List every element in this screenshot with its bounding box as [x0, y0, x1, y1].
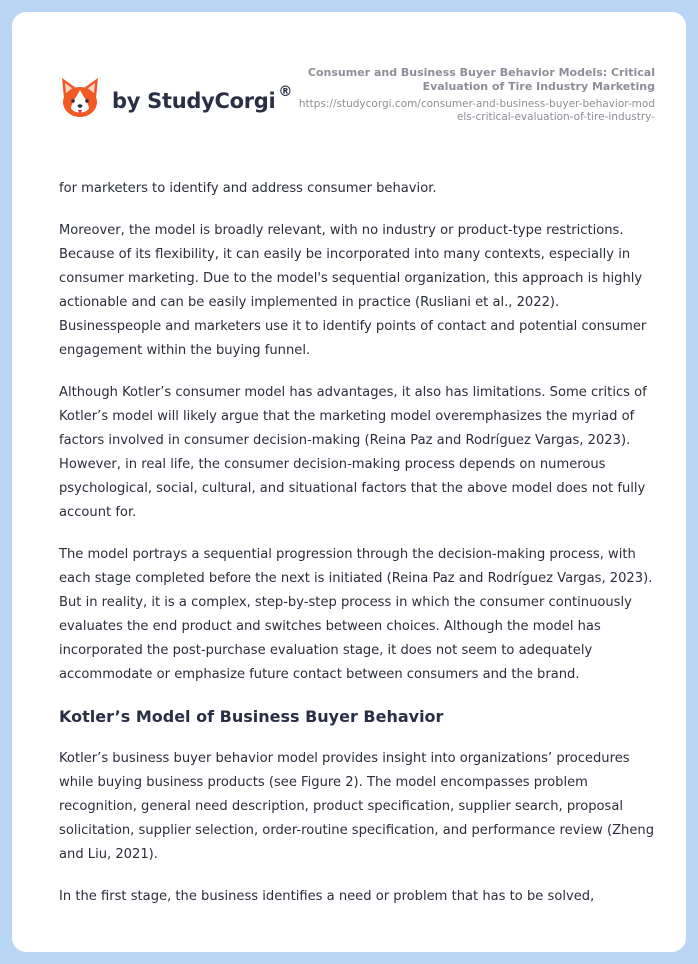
document-page — [12, 12, 686, 952]
corgi-logo-icon — [60, 76, 100, 122]
document-title: Consumer and Business Buyer Behavior Models: Critical Evaluation of Tire Industry Marketing — [307, 66, 655, 93]
document-header — [295, 66, 655, 124]
studycorgi-logo[interactable] — [60, 76, 292, 122]
paragraph: for marketers to identify and address consumer behavior. — [59, 181, 437, 196]
paragraph: The model portrays a sequential progression through the decision-making process, with each stage completed before the next is initiated (Reina Paz and Rodríguez Vargas, 2023). But in reality, it is a complex, step-by-step process in which the consumer continuously evaluates the end product and switches between choices. Although the model has incorporated the post-purchase evaluation stage, it does not seem to adequately accommodate or emphasize future contact between consumers and the brand. — [59, 547, 653, 682]
section-heading: Kotler’s Model of Business Buyer Behavior — [59, 707, 444, 726]
document-body — [59, 177, 659, 927]
paragraph: Although Kotler’s consumer model has advantages, it also has limitations. Some critics of Kotler’s model will likely argue that the marketing model overemphasizes the myriad of factors involved in consumer decision-making (Reina Paz and Rodríguez Vargas, 2023). However, in real life, the consumer decision-making process depends on numerous psychological, social, cultural, and situational factors that the above model does not fully account for. — [59, 385, 647, 520]
document-url[interactable]: https://studycorgi.com/consumer-and-business-buyer-behavior-models-critical-evaluation-of-tire-industry- — [298, 98, 655, 123]
brand-name: by StudyCorgi ® — [112, 83, 293, 113]
paragraph: Kotler’s business buyer behavior model provides insight into organizations’ procedures while buying business products (see Figure 2). The model encompasses problem recognition, general need description, product specification, supplier search, proposal solicitation, supplier selection, order-routine specification, and performance review (Zheng and Liu, 2021). — [59, 751, 655, 862]
paragraph: In the first stage, the business identifies a need or problem that has to be solved, — [59, 889, 595, 904]
registered-mark: ® — [278, 83, 293, 100]
paragraph: Moreover, the model is broadly relevant, with no industry or product-type restrictions. Because of its flexibility, it can easily be incorporated into many contexts, especially in consumer marketing. Due to the model's sequential organization, this approach is highly actionable and can be easily implemented in practice (Rusliani et al., 2022). Businesspeople and marketers use it to identify points of contact and potential consumer engagement within the buying funnel. — [59, 223, 647, 358]
